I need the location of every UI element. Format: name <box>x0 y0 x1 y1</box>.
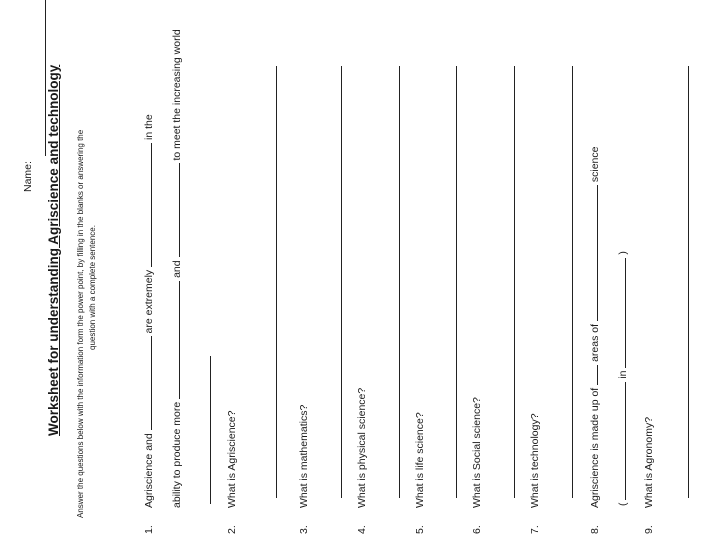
question-number: 4. <box>356 525 368 534</box>
question-text: What is physical science? <box>356 387 368 508</box>
answer-blank[interactable] <box>140 336 152 430</box>
answer-line-2[interactable] <box>210 356 211 504</box>
question-text: science <box>589 146 601 183</box>
question-3 <box>298 405 310 534</box>
question-7 <box>529 413 541 534</box>
answer-line-3[interactable] <box>276 66 277 498</box>
question-2 <box>226 411 238 534</box>
question-number: 6. <box>471 525 483 534</box>
answer-blank[interactable] <box>586 365 598 385</box>
instructions-line-1: Answer the questions below with the information form the power point, by filling in the blanks or answering the <box>76 129 85 518</box>
question-text: and <box>171 260 183 278</box>
question-number: 9. <box>643 525 655 534</box>
question-text: in the <box>143 114 155 140</box>
question-8-line-2 <box>614 251 629 506</box>
question-text: What is mathematics? <box>298 404 310 508</box>
question-text: What is life science? <box>414 412 426 508</box>
answer-blank[interactable] <box>614 258 626 368</box>
question-number: 5. <box>414 525 426 534</box>
question-8-line-1 <box>586 147 601 534</box>
name-label: Name: <box>22 161 34 192</box>
question-number: 2. <box>226 525 238 534</box>
answer-blank[interactable] <box>140 143 152 267</box>
question-number: 3. <box>298 525 310 534</box>
question-6 <box>471 397 483 534</box>
question-text: ) <box>617 251 629 255</box>
question-text: ( <box>617 502 629 506</box>
answer-blank[interactable] <box>586 185 598 321</box>
instructions-line-2: question with a complete sentence. <box>88 225 97 350</box>
question-text: What is Agriscience? <box>226 410 238 508</box>
question-number: 8. <box>589 525 601 534</box>
answer-line-6[interactable] <box>456 66 457 498</box>
question-1-line-1 <box>140 114 155 534</box>
question-text: Agriscience is made up of <box>589 387 601 508</box>
page-title: Worksheet for understanding Agriscience and technology <box>46 64 61 436</box>
answer-line-7[interactable] <box>514 66 515 498</box>
question-number: 1. <box>143 525 155 534</box>
question-text: are extremely <box>143 269 155 334</box>
question-text: to meet the increasing world <box>171 29 183 161</box>
question-text: What is Social science? <box>471 397 483 508</box>
question-text: Agriscience and <box>143 433 155 508</box>
question-text: areas of <box>589 323 601 362</box>
answer-line-8[interactable] <box>572 66 573 498</box>
question-text: What is Agronomy? <box>643 416 655 508</box>
question-text: ability to produce more <box>171 401 183 508</box>
answer-line-4[interactable] <box>341 66 342 498</box>
answer-blank[interactable] <box>168 281 180 399</box>
question-number: 7. <box>529 525 541 534</box>
question-4 <box>356 388 368 534</box>
question-text: What is technology? <box>529 413 541 508</box>
question-5 <box>414 412 426 534</box>
answer-line-5[interactable] <box>399 66 400 498</box>
answer-blank[interactable] <box>614 382 626 500</box>
answer-line-9[interactable] <box>688 66 689 498</box>
question-9 <box>643 417 655 534</box>
answer-blank[interactable] <box>168 163 180 257</box>
question-1-line-2 <box>168 29 183 508</box>
question-text: in <box>617 370 629 379</box>
